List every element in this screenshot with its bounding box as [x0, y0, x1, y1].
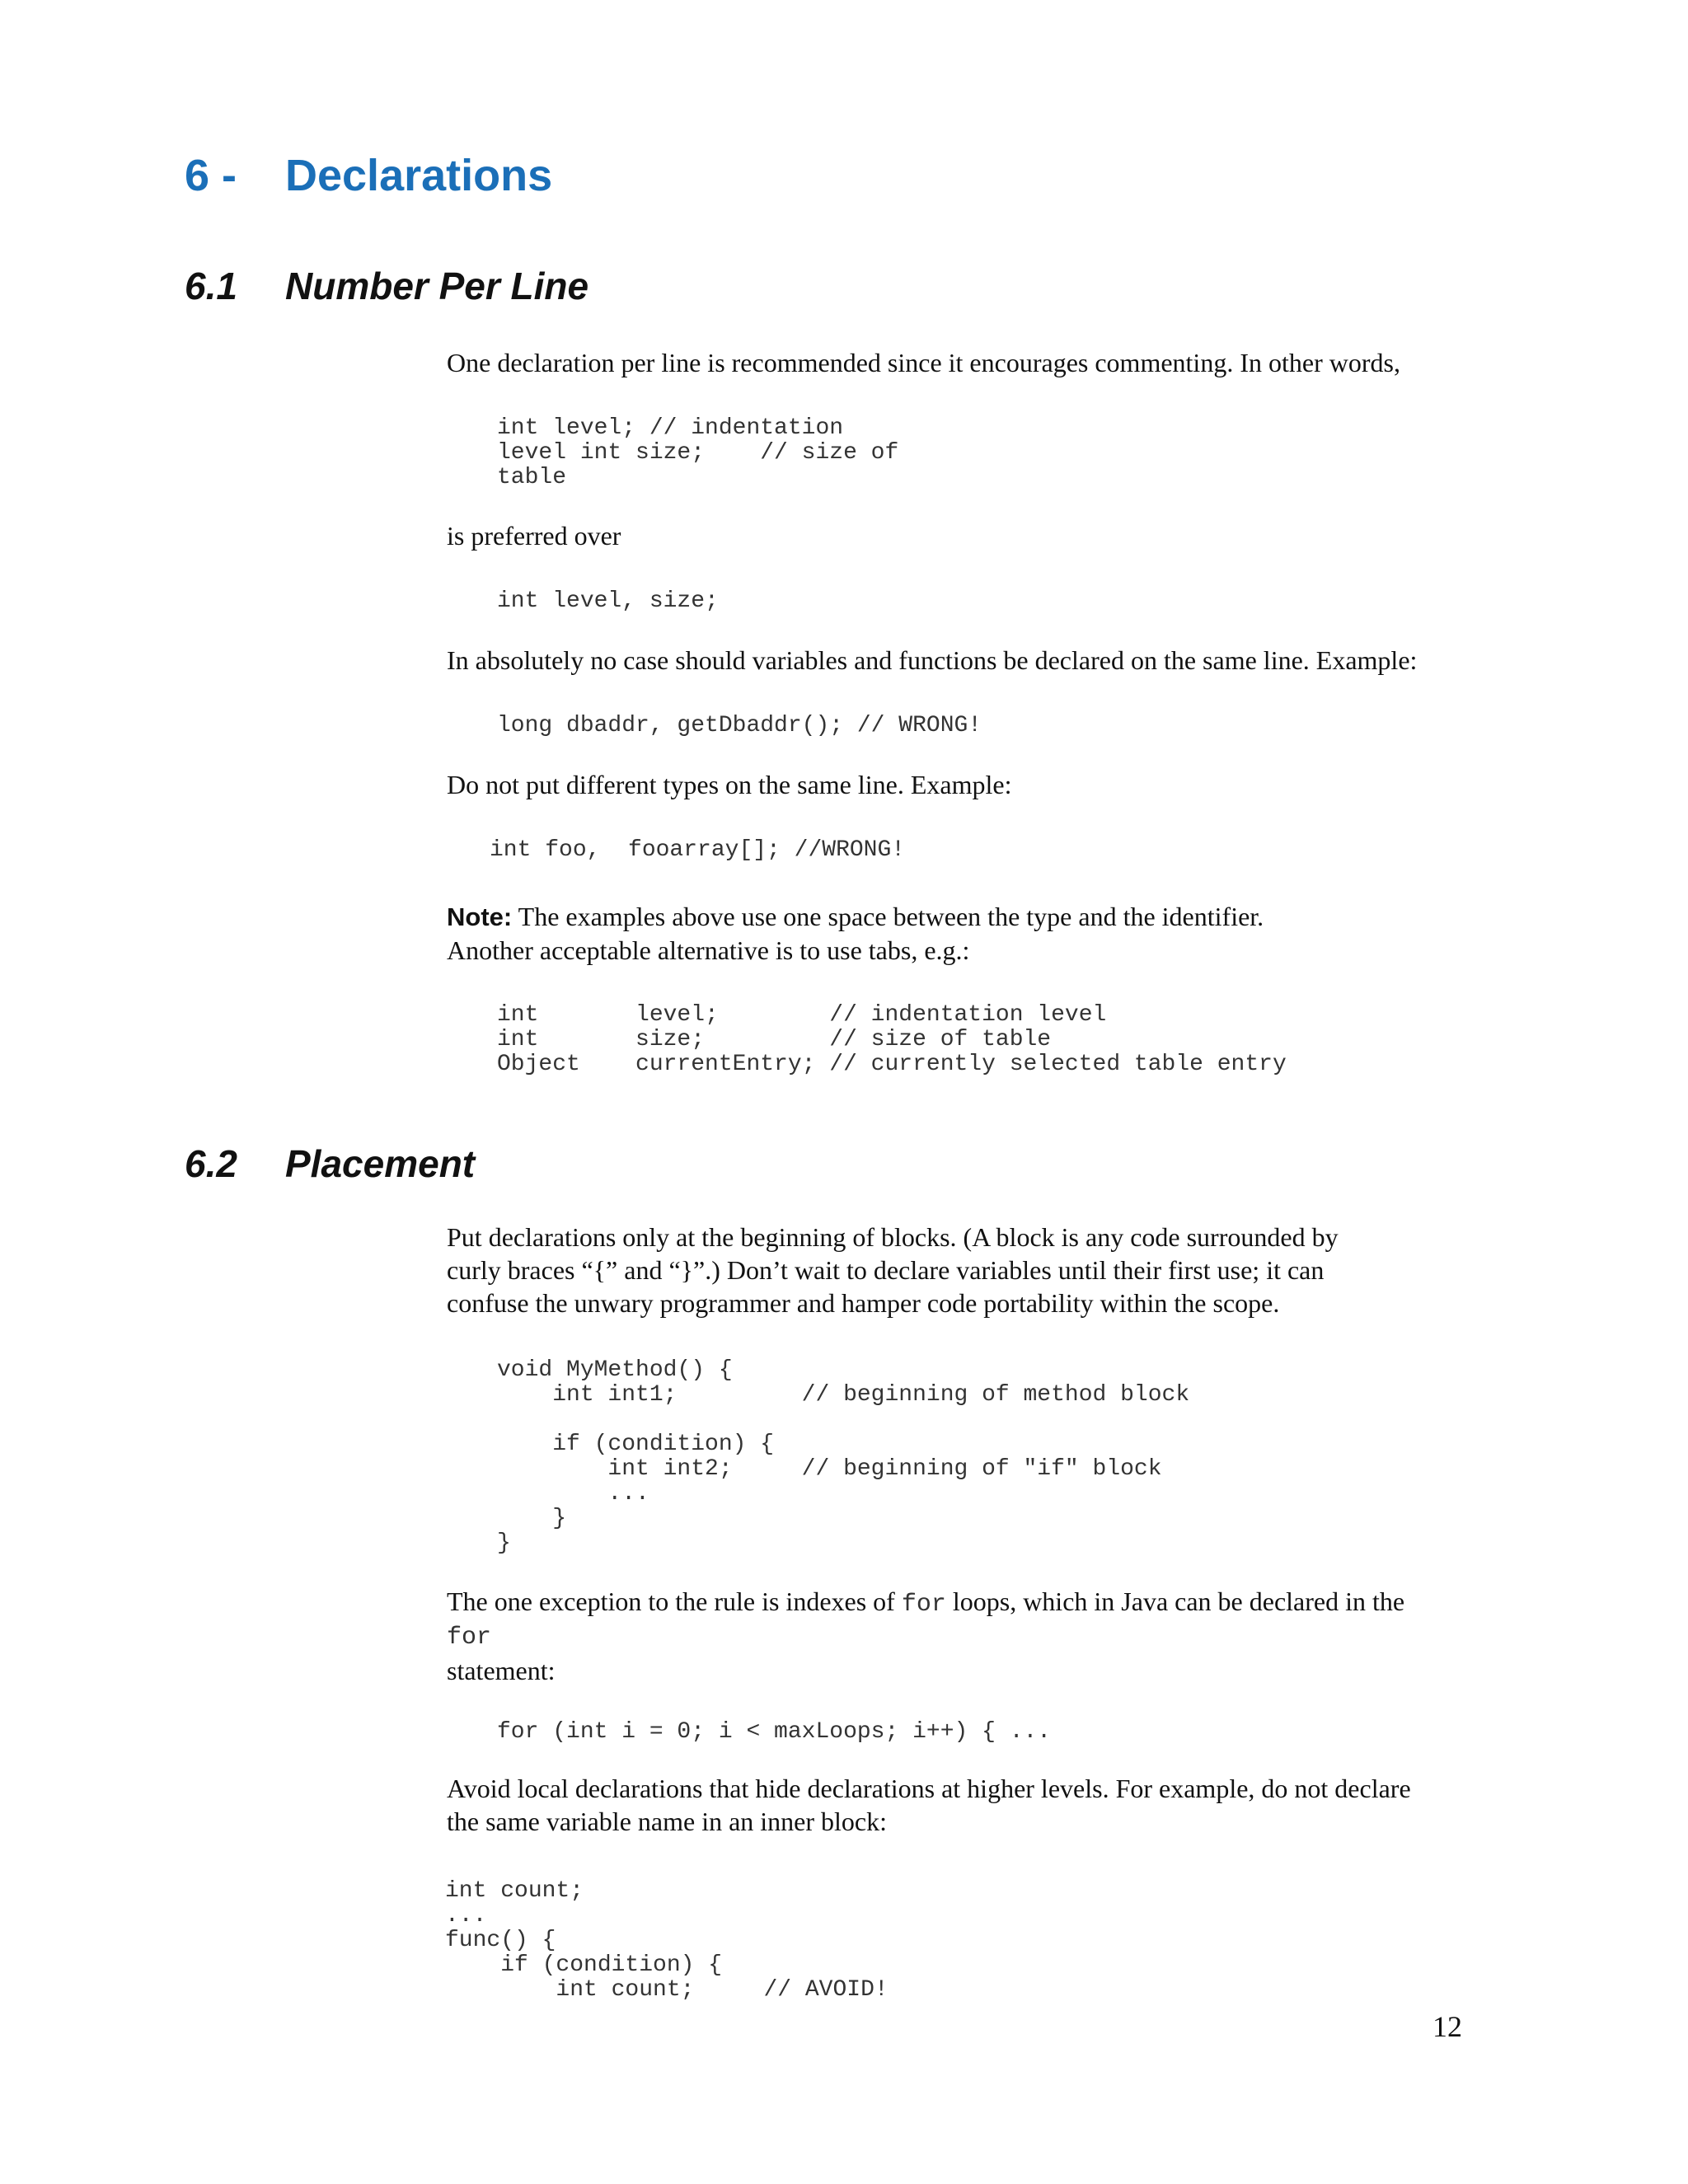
page-number: 12	[1432, 2010, 1462, 2043]
code-line: ...	[445, 1903, 487, 1929]
code-line: int foo, fooarray[]; //WRONG!	[490, 837, 906, 863]
code-line: int level, size;	[497, 588, 719, 614]
paragraph-types: Do not put different types on the same line. Example:	[447, 770, 1012, 799]
code-line: table	[497, 465, 567, 490]
text-line: Put declarations only at the beginning of blocks. (A block is any code surrounded by	[447, 1222, 1339, 1252]
code-line: ...	[497, 1481, 649, 1507]
code-line: int level; // indentation level	[497, 1002, 1107, 1028]
code-line: int count;	[445, 1878, 584, 1904]
section-title: Placement	[285, 1142, 476, 1185]
code-block-preferred	[497, 416, 898, 490]
exception-text: statement:	[447, 1656, 556, 1685]
section-number: 6.1	[185, 265, 237, 307]
code-line: level int size; // size of	[497, 440, 899, 466]
code-block-same-line	[497, 714, 982, 738]
code-block-hide	[445, 1879, 889, 2003]
note-text: The examples above use one space between the type and the identifier.	[518, 902, 1264, 931]
section-number: 6.2	[185, 1142, 237, 1185]
code-line: Object currentEntry; // currently selected table entry	[497, 1052, 1287, 1077]
code-line: for (int i = 0; i < maxLoops; i++) { ...	[497, 1719, 1052, 1745]
paragraph-preferred-over: is preferred over	[447, 521, 621, 551]
code-block-over	[497, 589, 719, 614]
inline-code: for	[901, 1591, 946, 1619]
inline-code: for	[447, 1624, 492, 1652]
code-line: int int2; // beginning of "if" block	[497, 1456, 1162, 1482]
text-line: Avoid local declarations that hide declarations at higher levels. For example, do not declare	[447, 1774, 1411, 1803]
section-title: Number Per Line	[285, 265, 589, 307]
code-line: void MyMethod() {	[497, 1357, 733, 1383]
paragraph-exception	[447, 1585, 1477, 1687]
section-heading-6-1	[185, 264, 588, 308]
exception-text: loops, which in Java can be declared in the	[945, 1586, 1405, 1616]
code-line: if (condition) {	[497, 1432, 775, 1457]
code-block-tabs	[497, 1003, 1287, 1077]
chapter-heading	[185, 150, 552, 201]
section-heading-6-2	[185, 1141, 475, 1186]
paragraph-hide	[447, 1772, 1477, 1838]
note-paragraph	[447, 900, 1477, 967]
code-line: int count; // AVOID!	[445, 1977, 889, 2003]
code-line: if (condition) {	[445, 1952, 723, 1978]
chapter-number: 6 -	[185, 151, 237, 200]
chapter-title: Declarations	[285, 151, 553, 200]
exception-text: The one exception to the rule is indexes of	[447, 1586, 902, 1616]
code-line: }	[497, 1530, 511, 1556]
paragraph-same-line: In absolutely no case should variables and functions be declared on the same line. Example:	[447, 645, 1418, 675]
code-line: int size; // size of table	[497, 1027, 1052, 1052]
code-line: func() {	[445, 1928, 556, 1953]
text-line: confuse the unwary programmer and hamper code portability within the scope.	[447, 1288, 1280, 1318]
code-line: int level; // indentation	[497, 415, 844, 441]
code-line: }	[497, 1506, 567, 1531]
text-line: the same variable name in an inner block:	[447, 1807, 888, 1836]
code-block-method	[497, 1358, 1189, 1556]
code-block-types	[490, 838, 905, 863]
paragraph-placement	[447, 1221, 1477, 1319]
code-line: int int1; // beginning of method block	[497, 1382, 1190, 1408]
code-line: long dbaddr, getDbaddr(); // WRONG!	[497, 713, 982, 738]
paragraph-intro: One declaration per line is recommended since it encourages commenting. In other words,	[447, 348, 1400, 377]
note-label: Note:	[447, 902, 513, 931]
code-block-for	[497, 1720, 1051, 1745]
note-text-line2: Another acceptable alternative is to use tabs, e.g.:	[447, 935, 970, 965]
text-line: curly braces “{” and “}”.) Don’t wait to declare variables until their first use; it can	[447, 1255, 1325, 1285]
